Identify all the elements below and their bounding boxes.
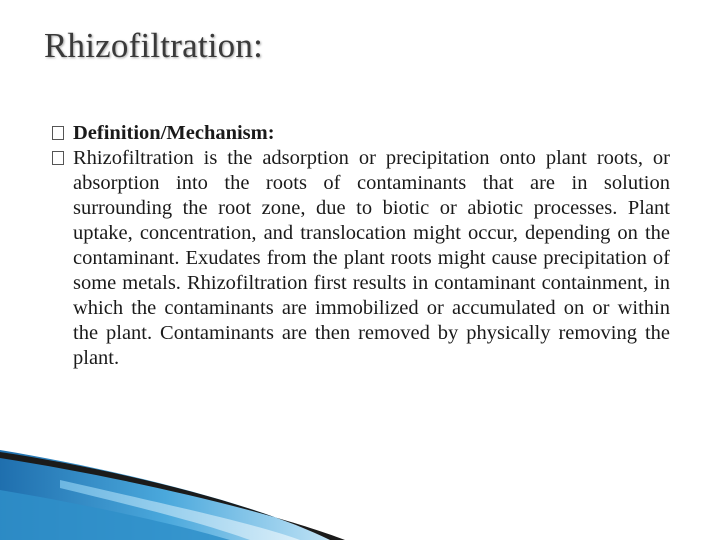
content-area	[52, 121, 670, 371]
bullet-item-description	[52, 146, 670, 371]
square-bullet-icon	[52, 151, 64, 165]
bullet-body-text: Rhizofiltration is the adsorption or precipitation onto plant roots, or absorption into the roots of contaminants that are in solution surrounding the root zone, due to biotic or abiotic processes. Plant uptake, concentration, and translocation might occur, depending on the contaminant. Exudates from the plant roots might cause precipitation of some metals. Rhizofiltration first results in contaminant containment, in which the contaminants are immobilized or accumulated on or within the plant. Contaminants are then removed by physically removing the plant.	[73, 147, 670, 369]
slide-title: Rhizofiltration:	[44, 26, 263, 65]
bullet-item-definition	[52, 121, 670, 146]
square-bullet-icon	[52, 126, 64, 140]
blue-wave-decoration	[0, 450, 720, 540]
bullet-heading: Definition/Mechanism:	[73, 122, 275, 144]
